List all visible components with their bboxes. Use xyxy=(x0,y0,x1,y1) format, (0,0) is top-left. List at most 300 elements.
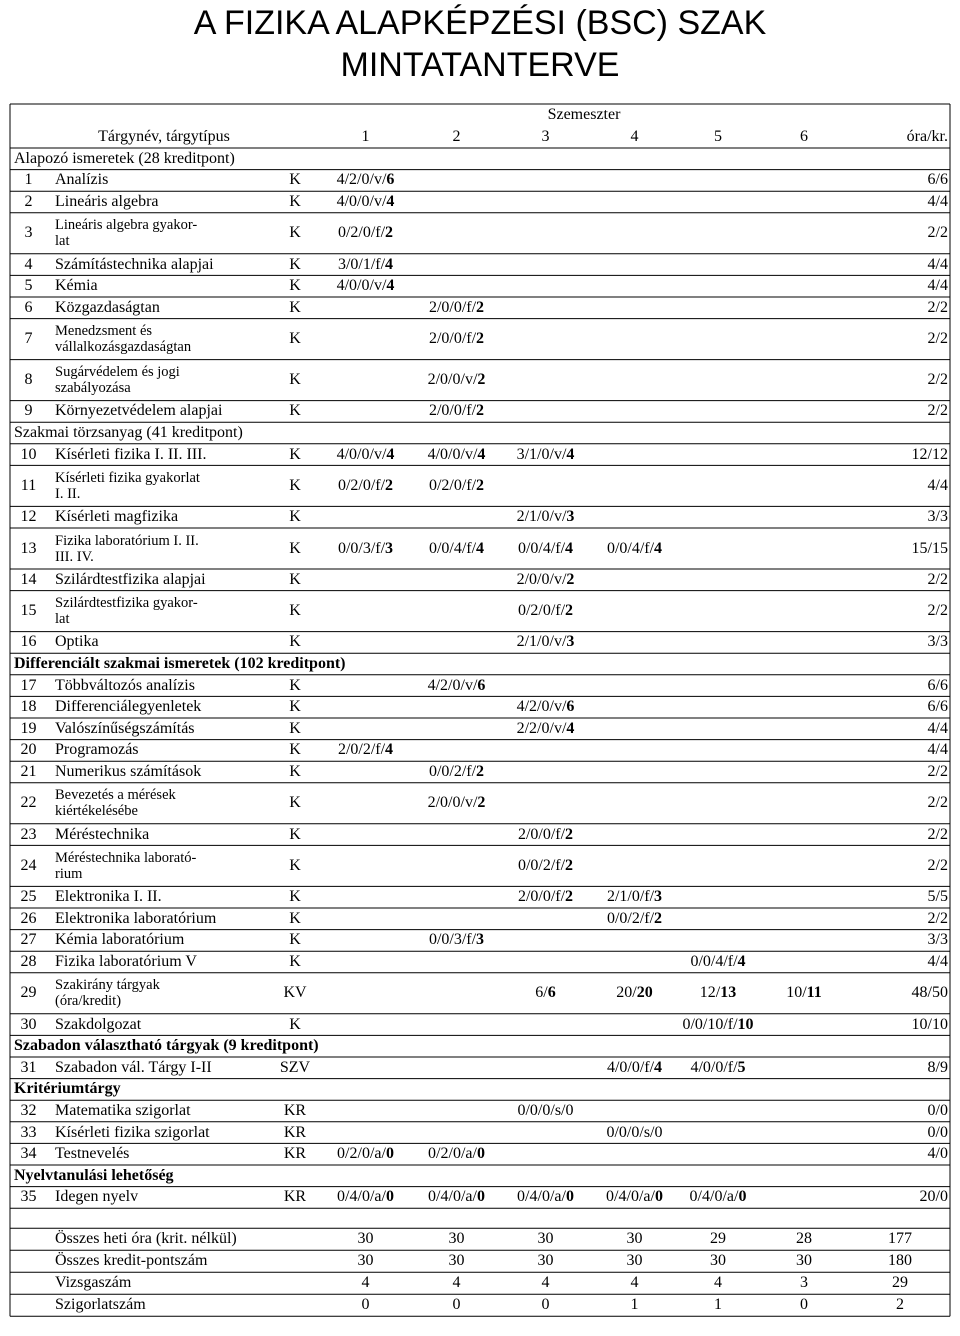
subject-name xyxy=(55,930,272,952)
semester-2-value xyxy=(413,783,500,824)
credit-value: 4 xyxy=(565,539,574,557)
subject-name xyxy=(55,845,272,886)
credit-value: 6 xyxy=(566,698,575,716)
subject-name-line: Környezetvédelem alapjai xyxy=(55,402,223,420)
row-total: 2/2 xyxy=(927,224,948,242)
subject-name-line: Közgazdaságtan xyxy=(55,298,160,316)
subject-type: K xyxy=(289,371,301,389)
row-number: 11 xyxy=(20,476,37,494)
subject-name-line: Numerikus számítások xyxy=(55,762,202,780)
credit-value: 4 xyxy=(386,445,395,463)
credit-value: 4 xyxy=(385,255,394,273)
row-total: 8/9 xyxy=(927,1058,948,1076)
row-total: 12/12 xyxy=(911,445,948,463)
subject-name xyxy=(55,973,272,1014)
semester-5-value xyxy=(678,1014,758,1036)
subject-name-line: Méréstechnika xyxy=(55,825,150,843)
credit-value: 13 xyxy=(720,984,737,1002)
hours-pattern: 2/0/0/v/ xyxy=(427,794,478,812)
semester-3-value xyxy=(500,824,591,846)
subject-name xyxy=(55,213,272,254)
subject-name-line: Szakirány tárgyak xyxy=(55,977,160,994)
credit-value: 4 xyxy=(386,277,395,295)
summary-semester-5: 29 xyxy=(710,1230,726,1248)
subject-type: K xyxy=(289,825,301,843)
section-title: Alapozó ismeretek (28 kreditpont) xyxy=(14,149,235,167)
credit-value: 2 xyxy=(565,602,574,620)
summary-semester-2: 30 xyxy=(448,1252,465,1270)
summary-semester-5: 1 xyxy=(714,1296,722,1314)
semester-2-value xyxy=(413,930,500,952)
subject-name xyxy=(55,401,272,423)
subject-name-line: Kémia laboratórium xyxy=(55,931,185,949)
row-number: 9 xyxy=(24,402,33,420)
semester-1-value xyxy=(318,740,413,762)
row-total: 4/4 xyxy=(927,255,948,273)
hours-pattern: 0/0/4/f/ xyxy=(690,952,738,970)
header-semester-6: 6 xyxy=(800,128,808,145)
subject-type: K xyxy=(289,402,301,420)
hours-pattern: 0/0/4/f/ xyxy=(428,539,477,557)
summary-semester-5: 30 xyxy=(710,1252,726,1270)
hours-pattern: 4/2/0/v/ xyxy=(427,676,478,694)
subject-type: K xyxy=(289,1015,301,1033)
hours-pattern: 0/2/0/f/ xyxy=(428,476,477,494)
subject-name xyxy=(55,740,272,762)
hours-pattern: 4/0/0/f/ xyxy=(606,1058,655,1076)
semester-4-value xyxy=(591,1122,678,1144)
credit-value: 2 xyxy=(476,476,485,494)
subject-name-line: Többváltozós analízis xyxy=(55,676,195,694)
credit-value: 0 xyxy=(654,1188,663,1206)
subject-name-line: Elektronika laboratórium xyxy=(55,909,217,927)
hours-pattern: 0/4/0/a/ xyxy=(337,1188,386,1206)
hours-pattern: 0/0/10/f/ xyxy=(682,1015,738,1033)
header-semester-2: 2 xyxy=(452,128,461,145)
row-number: 1 xyxy=(24,171,33,189)
summary-total: 2 xyxy=(896,1296,904,1314)
hours-pattern: 3/1/0/v/ xyxy=(516,445,567,463)
subject-name-line: Analízis xyxy=(55,171,109,189)
subject-name-line: (óra/kredit) xyxy=(55,993,122,1010)
subject-name xyxy=(55,718,272,740)
subject-name xyxy=(55,1014,272,1036)
row-total: 4/4 xyxy=(927,277,948,295)
title-line-2: MINTATANTERVE xyxy=(340,46,620,84)
semester-1-value xyxy=(318,465,413,506)
credit-value: 2 xyxy=(477,371,486,389)
credit-value: 5 xyxy=(737,1058,746,1076)
credit-value: 6 xyxy=(386,171,395,189)
row-number: 23 xyxy=(20,825,37,843)
row-number: 28 xyxy=(20,952,37,970)
subject-type: K xyxy=(289,698,301,716)
summary-label: Vizsgaszám xyxy=(55,1274,132,1292)
row-number: 20 xyxy=(20,741,37,759)
row-total: 4/4 xyxy=(927,741,948,759)
subject-name-line: rium xyxy=(55,865,83,882)
semester-2-value xyxy=(413,465,500,506)
summary-label: Összes kredit-pontszám xyxy=(55,1252,208,1270)
row-number: 32 xyxy=(20,1101,37,1119)
hours-pattern: 0/0/2/f/ xyxy=(428,762,477,780)
summary-semester-6: 30 xyxy=(796,1252,812,1270)
row-total: 4/4 xyxy=(927,192,948,210)
summary-semester-4: 30 xyxy=(626,1252,643,1270)
subject-name-line: Kísérleti magfizika xyxy=(55,508,179,526)
row-total: 3/3 xyxy=(927,633,948,651)
subject-name-line: Optika xyxy=(55,633,99,651)
credit-value: 4 xyxy=(476,539,485,557)
semester-1-value xyxy=(318,254,413,276)
subject-name-line: Programozás xyxy=(55,741,139,759)
section-title: Szabadon választható tárgyak (9 kreditpont) xyxy=(14,1037,319,1055)
row-number: 30 xyxy=(20,1015,37,1033)
subject-name-line: Szilárdtestfizika gyakor- xyxy=(55,595,198,612)
row-number: 16 xyxy=(20,633,37,651)
credit-value: 0 xyxy=(565,1188,574,1206)
subject-name-line: Menedzsment és xyxy=(55,323,153,340)
subject-type: K xyxy=(289,856,301,874)
semester-2-value xyxy=(413,761,500,783)
row-total: 2/2 xyxy=(927,856,948,874)
row-total: 2/2 xyxy=(927,909,948,927)
subject-name-line: szabályozása xyxy=(55,380,131,397)
summary-semester-5: 4 xyxy=(714,1274,722,1292)
subject-type: K xyxy=(289,224,301,242)
subject-name xyxy=(55,886,272,908)
hours-pattern: 0/0/2/f/ xyxy=(606,909,655,927)
subject-name-line: lat xyxy=(55,233,70,250)
summary-total: 177 xyxy=(888,1230,912,1248)
row-number: 3 xyxy=(24,224,33,242)
subject-name xyxy=(55,191,272,213)
subject-name-line: Lineáris algebra gyakor- xyxy=(55,217,198,234)
subject-name xyxy=(55,297,272,319)
credit-value: 2 xyxy=(654,909,663,927)
subject-name xyxy=(55,506,272,528)
credit-value: 4 xyxy=(654,1058,663,1076)
summary-semester-1: 4 xyxy=(361,1274,370,1292)
subject-type: K xyxy=(289,602,301,620)
row-total: 6/6 xyxy=(927,698,948,716)
summary-semester-3: 30 xyxy=(537,1230,554,1248)
semester-2-value xyxy=(413,360,500,401)
row-number: 33 xyxy=(20,1123,37,1141)
subject-type: K xyxy=(289,633,301,651)
subject-name-line: Szabadon vál. Tárgy I-II xyxy=(55,1058,212,1076)
row-number: 7 xyxy=(24,330,33,348)
hours-pattern: 3/0/1/f/ xyxy=(337,255,386,273)
subject-name xyxy=(55,591,272,632)
subject-name-line: Kísérleti fizika gyakorlat xyxy=(55,469,200,486)
summary-label: Összes heti óra (krit. nélkül) xyxy=(55,1230,237,1248)
row-number: 25 xyxy=(20,888,37,906)
subject-name-line: vállalkozásgazdaságtan xyxy=(55,339,192,356)
subject-type: K xyxy=(289,888,301,906)
hours-pattern: 0/0/0/s/0 xyxy=(517,1101,574,1119)
subject-type: K xyxy=(289,762,301,780)
semester-4-value xyxy=(591,1057,678,1079)
credit-value: 4 xyxy=(385,741,394,759)
subject-name-line: Szilárdtestfizika alapjai xyxy=(55,570,206,588)
semester-5-value xyxy=(678,1187,758,1209)
hours-pattern: 0/0/4/f/ xyxy=(606,539,655,557)
semester-3-value xyxy=(500,886,591,908)
credit-value: 6 xyxy=(477,676,486,694)
hours-pattern: 2/0/0/f/ xyxy=(428,402,477,420)
credit-value: 20 xyxy=(636,984,653,1002)
hours-pattern: 4/2/0/v/ xyxy=(516,698,567,716)
subject-name-line: Szakdolgozat xyxy=(55,1015,142,1033)
semester-2-value xyxy=(413,528,500,569)
row-total: 2/2 xyxy=(927,298,948,316)
semester-3-value xyxy=(500,1187,591,1209)
semester-2-value xyxy=(413,401,500,423)
row-number: 17 xyxy=(20,676,37,694)
summary-semester-1: 30 xyxy=(357,1252,374,1270)
summary-semester-3: 0 xyxy=(541,1296,550,1314)
row-number: 26 xyxy=(20,909,37,927)
credit-value: 3 xyxy=(654,888,663,906)
credit-value: 0 xyxy=(385,1145,394,1163)
row-number: 24 xyxy=(20,856,37,874)
semester-1-value xyxy=(318,170,413,192)
hours-pattern: 0/4/0/a/ xyxy=(689,1188,739,1206)
summary-semester-2: 30 xyxy=(448,1230,465,1248)
row-total: 4/4 xyxy=(927,952,948,970)
subject-type: K xyxy=(289,794,301,812)
semester-1-value xyxy=(318,275,413,297)
credit-value: 4 xyxy=(566,445,575,463)
row-number: 19 xyxy=(20,719,37,737)
header-szemeszter: Szemeszter xyxy=(547,106,621,123)
credit-value: 2 xyxy=(476,330,485,348)
row-total: 4/0 xyxy=(927,1145,948,1163)
subject-name xyxy=(55,761,272,783)
row-number: 15 xyxy=(20,602,37,620)
row-number: 27 xyxy=(20,931,37,949)
section-title: Differenciált szakmai ismeretek (102 kreditpont) xyxy=(14,654,346,672)
subject-name xyxy=(55,824,272,846)
semester-6-value xyxy=(758,973,850,1014)
credit-value: 4 xyxy=(477,445,486,463)
hours-pattern: 0/4/0/a/ xyxy=(606,1188,655,1206)
row-number: 2 xyxy=(24,192,33,210)
subject-name xyxy=(55,951,272,973)
credit-value: 2 xyxy=(565,825,574,843)
section-title: Szakmai törzsanyag (41 kreditpont) xyxy=(14,423,243,441)
hours-pattern: 0/4/0/a/ xyxy=(517,1188,566,1206)
subject-type: K xyxy=(289,931,301,949)
summary-total: 180 xyxy=(888,1252,912,1270)
credit-value: 2 xyxy=(565,856,574,874)
row-total: 3/3 xyxy=(927,931,948,949)
hours-pattern: 0/2/0/a/ xyxy=(428,1145,477,1163)
subject-name xyxy=(55,465,272,506)
hours-pattern: 2/0/0/f/ xyxy=(517,888,566,906)
section-title: Nyelvtanulási lehetőség xyxy=(14,1166,174,1184)
credit-value: 10 xyxy=(737,1015,754,1033)
section-title: Kritériumtárgy xyxy=(14,1080,121,1098)
semester-3-value xyxy=(500,973,591,1014)
subject-name-line: Sugárvédelem és jogi xyxy=(55,364,180,381)
subject-name-line: lat xyxy=(55,611,70,628)
header-semester-1: 1 xyxy=(361,128,370,145)
subject-type: KR xyxy=(283,1145,307,1163)
semester-1-value xyxy=(318,1143,413,1165)
semester-4-value xyxy=(591,528,678,569)
hours-pattern: 2/1/0/v/ xyxy=(516,508,567,526)
hours-pattern: 4/0/0/f/ xyxy=(690,1058,738,1076)
subject-name-line: Testnevelés xyxy=(55,1145,130,1163)
credit-value: 2 xyxy=(385,224,394,242)
row-total: 5/5 xyxy=(927,888,948,906)
title-line-1: A FIZIKA ALAPKÉPZÉSI (BSC) SZAK xyxy=(193,4,767,42)
semester-3-value xyxy=(500,528,591,569)
subject-name xyxy=(55,444,272,466)
credit-value: 6 xyxy=(547,984,556,1002)
row-number: 31 xyxy=(20,1058,37,1076)
hours-pattern: 0/0/2/f/ xyxy=(517,856,566,874)
row-number: 5 xyxy=(24,277,33,295)
credit-value: 2 xyxy=(565,888,574,906)
row-number: 13 xyxy=(20,539,37,557)
semester-5-value xyxy=(678,1057,758,1079)
subject-name-line: I. II. xyxy=(55,485,81,502)
semester-4-value xyxy=(591,908,678,930)
hours-pattern: 0/0/0/s/0 xyxy=(606,1123,663,1141)
row-total: 2/2 xyxy=(927,371,948,389)
row-total: 48/50 xyxy=(911,984,948,1002)
semester-3-value xyxy=(500,718,591,740)
header-subject: Tárgynév, tárgytípus xyxy=(98,128,230,145)
hours-pattern: 2/0/0/v/ xyxy=(516,570,567,588)
credit-value: 2 xyxy=(385,476,394,494)
subject-name xyxy=(55,1122,272,1144)
hours-pattern: 12/ xyxy=(699,984,721,1002)
credit-value: 2 xyxy=(566,570,575,588)
summary-semester-3: 4 xyxy=(541,1274,550,1292)
semester-3-value xyxy=(500,845,591,886)
summary-total: 29 xyxy=(892,1274,908,1292)
subject-type: K xyxy=(289,277,301,295)
semester-1-value xyxy=(318,528,413,569)
subject-type: K xyxy=(289,719,301,737)
hours-pattern: 2/1/0/v/ xyxy=(516,633,567,651)
subject-type: SZV xyxy=(279,1058,311,1076)
subject-name-line: III. IV. xyxy=(55,548,94,565)
row-number: 8 xyxy=(24,371,33,389)
row-number: 34 xyxy=(20,1145,37,1163)
subject-name xyxy=(55,783,272,824)
semester-4-value xyxy=(591,886,678,908)
hours-pattern: 0/0/3/f/ xyxy=(337,539,386,557)
credit-value: 2 xyxy=(477,794,486,812)
subject-type: KR xyxy=(283,1188,307,1206)
subject-type: K xyxy=(289,508,301,526)
subject-name-line: Fizika laboratórium I. II. xyxy=(55,532,199,549)
credit-value: 0 xyxy=(476,1145,485,1163)
credit-value: 4 xyxy=(737,952,746,970)
row-total: 15/15 xyxy=(911,539,948,557)
subject-type: KR xyxy=(283,1101,307,1119)
summary-semester-3: 30 xyxy=(537,1252,554,1270)
credit-value: 4 xyxy=(566,719,575,737)
semester-5-value xyxy=(678,973,758,1014)
subject-name xyxy=(55,1143,272,1165)
row-number: 12 xyxy=(20,508,37,526)
row-total: 2/2 xyxy=(927,794,948,812)
subject-name xyxy=(55,569,272,591)
subject-name xyxy=(55,528,272,569)
semester-1-value xyxy=(318,1187,413,1209)
summary-semester-2: 0 xyxy=(452,1296,461,1314)
row-total: 4/4 xyxy=(927,476,948,494)
subject-type: K xyxy=(289,171,301,189)
subject-name xyxy=(55,696,272,718)
hours-pattern: 2/1/0/f/ xyxy=(606,888,655,906)
row-number: 18 xyxy=(20,698,37,716)
row-number: 14 xyxy=(20,570,37,588)
summary-semester-4: 4 xyxy=(630,1274,639,1292)
subject-type: K xyxy=(289,909,301,927)
subject-type: K xyxy=(289,570,301,588)
row-number: 29 xyxy=(20,984,37,1002)
subject-name xyxy=(55,170,272,192)
semester-3-value xyxy=(500,591,591,632)
subject-name xyxy=(55,319,272,360)
subject-type: K xyxy=(289,952,301,970)
hours-pattern: 2/0/0/v/ xyxy=(427,371,478,389)
subject-name-line: Lineáris algebra xyxy=(55,192,159,210)
row-number: 6 xyxy=(24,298,33,316)
summary-semester-1: 30 xyxy=(357,1230,374,1248)
subject-name-line: Számítástechnika alapjai xyxy=(55,255,214,273)
hours-pattern: 20/ xyxy=(616,984,637,1002)
credit-value: 0 xyxy=(738,1188,747,1206)
hours-pattern: 0/2/0/a/ xyxy=(337,1145,386,1163)
semester-2-value xyxy=(413,1187,500,1209)
credit-value: 11 xyxy=(806,984,822,1002)
subject-name xyxy=(55,632,272,654)
summary-semester-6: 3 xyxy=(800,1274,808,1292)
row-total: 2/2 xyxy=(927,402,948,420)
subject-type: K xyxy=(289,476,301,494)
hours-pattern: 4/0/0/v/ xyxy=(336,445,387,463)
subject-name-line: Differenciálegyenletek xyxy=(55,698,202,716)
row-total: 2/2 xyxy=(927,762,948,780)
hours-pattern: 2/0/0/f/ xyxy=(517,825,566,843)
subject-type: KV xyxy=(283,984,307,1002)
credit-value: 0 xyxy=(385,1188,394,1206)
subject-type: K xyxy=(289,676,301,694)
semester-2-value xyxy=(413,297,500,319)
hours-pattern: 0/2/0/f/ xyxy=(337,224,386,242)
credit-value: 0 xyxy=(476,1188,485,1206)
semester-3-value xyxy=(500,569,591,591)
semester-3-value xyxy=(500,1100,591,1122)
row-number: 10 xyxy=(20,445,37,463)
semester-2-value xyxy=(413,444,500,466)
credit-value: 4 xyxy=(386,192,395,210)
summary-semester-6: 28 xyxy=(796,1230,812,1248)
semester-2-value xyxy=(413,675,500,697)
semester-3-value xyxy=(500,506,591,528)
subject-name-line: Méréstechnika laborató- xyxy=(55,849,197,866)
credit-value: 3 xyxy=(476,931,485,949)
row-total: 2/2 xyxy=(927,602,948,620)
